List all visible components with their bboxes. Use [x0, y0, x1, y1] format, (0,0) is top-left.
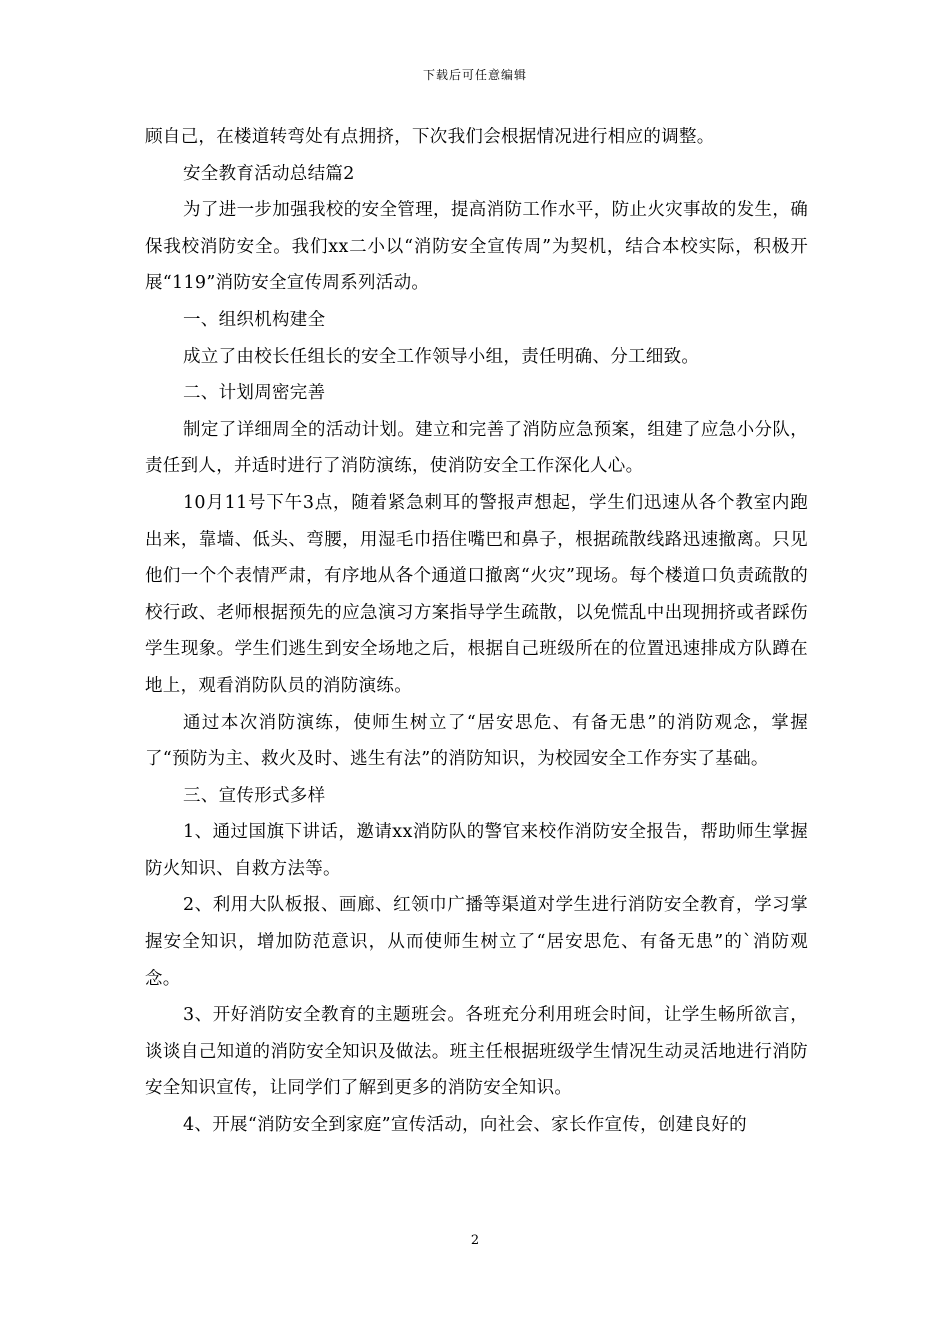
heading-organization: 一、组织机构建全 [183, 309, 326, 330]
list-item-4: 4、开展“消防安全到家庭”宣传活动，向社会、家长作宣传，创建良好的 [183, 1115, 747, 1136]
paragraph-plan: 制定了详细周全的活动计划。建立和完善了消防应急预案，组建了应急小分队，责任到人，并适时进行了消防演练，使消防安全工作深化人心。 [145, 419, 808, 477]
paragraph-drill-result: 通过本次消防演练，使师生树立了“居安思危、有备无患”的消防观念，掌握了“预防为主、救火及时、逃生有法”的消防知识，为校园安全工作夯实了基础。 [145, 712, 808, 770]
heading-plan: 二、计划周密完善 [183, 383, 326, 404]
header-note: 下载后可任意编辑 [422, 68, 527, 82]
list-item-3: 3、开好消防安全教育的主题班会。各班充分利用班会时间，让学生畅所欲言，谈谈自己知道的消防安全知识及做法。班主任根据班级学生情况生动灵活地进行消防安全知识宣传，让同学们了解到更多的消防安全知识。 [145, 1005, 808, 1099]
page-number: 2 [470, 1233, 480, 1248]
list-item-2: 2、利用大队板报、画廊、红领巾广播等渠道对学生进行消防安全教育，学习掌握安全知识，增加防范意识，从而使师生树立了“居安思危、有备无患”的`消防观念。 [145, 895, 808, 989]
section-title: 安全教育活动总结篇2 [183, 163, 355, 184]
document-body [145, 119, 808, 1144]
paragraph-drill: 10月11号下午3点，随着紧急刺耳的警报声想起，学生们迅速从各个教室内跑出来，靠墙、低头、弯腰，用湿毛巾捂住嘴巴和鼻子，根据疏散线路迅速撤离。只见他们一个个表情严肃，有序地从各个通道口撤离“火灾”现场。每个楼道口负责疏散的校行政、老师根据预先的应急演习方案指导学生疏散，以免慌乱中出现拥挤或者踩伤学生现象。学生们逃生到安全场地之后，根据自己班级所在的位置迅速排成方队蹲在地上，观看消防队员的消防演练。 [145, 492, 808, 696]
paragraph-1: 顾自己，在楼道转弯处有点拥挤，下次我们会根据情况进行相应的调整。 [145, 127, 715, 147]
heading-publicity: 三、宣传形式多样 [183, 785, 326, 806]
paragraph-organization: 成立了由校长任组长的安全工作领导小组，责任明确、分工细致。 [183, 346, 700, 367]
paragraph-intro: 为了进一步加强我校的安全管理，提高消防工作水平，防止火灾事故的发生，确保我校消防安全。我们xx二小以“消防安全宣传周”为契机，结合本校实际，积极开展“119”消防安全宣传周系列活动。 [145, 200, 808, 294]
list-item-1: 1、通过国旗下讲话，邀请xx消防队的警官来校作消防安全报告，帮助师生掌握防火知识、自救方法等。 [145, 822, 808, 879]
